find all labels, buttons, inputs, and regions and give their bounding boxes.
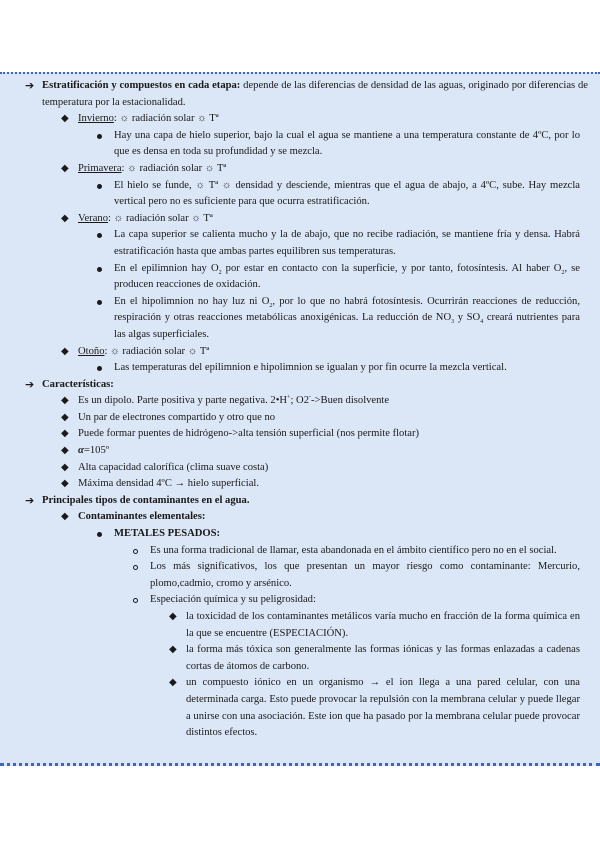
list-item-invierno	[0, 111, 600, 128]
list-item	[0, 410, 600, 427]
list-item	[0, 443, 600, 460]
list-item	[0, 261, 600, 294]
diamond-bullet-icon: ◆	[61, 212, 69, 224]
text-estratificacion: depende de las diferencias de densidad de las aguas, originado por diferencias de temperatura por la estacionalidad.	[42, 80, 588, 108]
section-estratificacion	[0, 78, 600, 111]
text-especiacion-1: la toxicidad de los contaminantes metálicos varía mucho en fracción de la forma química en la que se encuentre (ESPECIACIÓN).	[186, 611, 580, 639]
text-fragment: En el epilimnion hay O	[114, 262, 219, 274]
text-caract-2: Un par de electrones compartido y otro que no	[78, 411, 276, 423]
list-item	[0, 294, 600, 344]
dot-bullet-icon	[97, 366, 102, 371]
text-verano-b3	[114, 294, 580, 344]
text-fragment: =105º	[83, 445, 110, 457]
text-especiacion-3: un compuesto iónico en un organismo → el ion llega a una pared celular, con una determinada carga. Esto puede provocar la repulsión con la membrana celular y puede llegar a unirse con una asociación. Este ion que ha pasado por la membrana celular puede provocar distintos efectos.	[186, 677, 580, 739]
diamond-bullet-icon: ◆	[61, 162, 69, 174]
subscript: 3	[451, 319, 455, 326]
text-invierno-bullet: Hay una capa de hielo superior, bajo la cual el agua se mantiene a una temperatura constante de 4ºC, por lo que es densa en toda su profundidad y se mezcla.	[114, 129, 580, 158]
text-fragment: , se producen reacciones de oxidación.	[114, 262, 581, 291]
text-fragment: ; O2	[290, 395, 310, 407]
text-fragment: y SO	[454, 312, 481, 324]
section-contaminantes	[0, 493, 600, 510]
label-primavera: Primavera	[78, 162, 122, 174]
subscript: 2	[561, 269, 565, 276]
heading-metales-pesados: METALES PESADOS:	[114, 528, 221, 540]
superscript: -	[309, 394, 312, 401]
list-item	[0, 675, 600, 741]
circle-bullet-icon	[133, 549, 138, 554]
alpha-symbol: α	[78, 445, 84, 457]
text-fragment: En el hipolimnion no hay luz ni O	[114, 295, 270, 307]
arrow-bullet-icon: ➔	[25, 79, 35, 92]
arrow-bullet-icon: ➔	[25, 377, 35, 391]
text-especiacion-2: la forma más tóxica son generalmente las formas iónicas y las formas enlazadas a cadenas cortas de átomos de carbono.	[186, 644, 580, 672]
text-metales-2: Los más significativos, los que presentan un mayor riesgo como contaminante: Mercurio, plomo,cadmio, cromo y arsénico.	[150, 561, 580, 589]
label-invierno: Invierno	[78, 113, 114, 125]
subscript: 2	[218, 269, 222, 276]
diamond-bullet-icon: ◆	[61, 461, 69, 473]
text-otono: : ☼ radiación solar ☼ Tª	[104, 345, 210, 357]
diamond-bullet-icon: ◆	[169, 644, 177, 656]
text-primavera: : ☼ radiación solar ☼ Tª	[121, 162, 227, 174]
diamond-bullet-icon: ◆	[61, 511, 69, 523]
dot-bullet-icon	[97, 233, 102, 238]
text-fragment: por estar en contacto con la superficie, y por tanto, fotosíntesis. Al haber O	[221, 262, 562, 274]
diamond-bullet-icon: ◆	[61, 445, 69, 457]
list-item	[0, 559, 600, 592]
heading-contaminantes-elementales: Contaminantes elementales:	[78, 511, 206, 523]
list-item	[0, 460, 600, 477]
dot-bullet-icon	[97, 267, 102, 272]
list-item-verano	[0, 211, 600, 228]
superscript: +	[287, 394, 291, 401]
heading-estratificacion: Estratificación y compuestos en cada etapa:	[42, 80, 241, 91]
diamond-bullet-icon: ◆	[169, 611, 177, 622]
diamond-bullet-icon: ◆	[169, 677, 177, 689]
diamond-bullet-icon: ◆	[61, 478, 69, 490]
text-fragment: ->Buen disolvente	[311, 395, 390, 407]
text-caract-3: Puede formar puentes de hidrógeno->alta tensión superficial (nos permite flotar)	[78, 428, 420, 440]
text-caract-1	[78, 393, 580, 410]
text-fragment: creará nutrientes para las algas superficiales.	[114, 312, 580, 340]
list-item	[0, 476, 600, 493]
diamond-bullet-icon: ◆	[61, 428, 69, 440]
list-item	[0, 609, 600, 642]
diamond-bullet-icon: ◆	[61, 345, 69, 357]
text-primavera-bullet: El hielo se funde, ☼ Tª ☼ densidad y desciende, mientras que el agua de abajo, a 4ºC, sube. Hay mezcla vertical pero no es suficiente para que ocurra estratificación.	[114, 179, 580, 208]
label-verano: Verano	[78, 212, 109, 224]
diamond-bullet-icon: ◆	[61, 113, 69, 125]
text-metales-1: Es una forma tradicional de llamar, esta abandonada en el ámbito científico pero no en el social.	[150, 544, 557, 556]
label-otono: Otoño	[78, 345, 105, 357]
text-caract-4	[78, 443, 580, 460]
list-item	[0, 526, 600, 543]
text-fragment: Es un dipolo. Parte positiva y parte negativa. 2•H	[78, 395, 288, 407]
dot-bullet-icon	[97, 184, 102, 189]
text-caract-6: Máxima densidad 4ºC → hielo superficial.	[78, 478, 259, 490]
heading-caracteristicas: Características:	[42, 378, 114, 390]
diamond-bullet-icon: ◆	[61, 395, 69, 407]
text-fragment: , por lo que no habrá fotosíntesis. Ocurrirán reacciones de reducción, respiración y otras reacciones metabólicas anoxigénicas. La reducción de NO	[114, 295, 580, 324]
heading-contaminantes: Principales tipos de contaminantes en el agua.	[42, 494, 250, 506]
section-caracteristicas	[0, 377, 600, 394]
list-item	[0, 128, 600, 161]
text-verano: : ☼ radiación solar ☼ Tª	[108, 212, 213, 224]
list-item	[0, 592, 600, 609]
notes-content	[0, 78, 600, 742]
circle-bullet-icon	[133, 565, 138, 570]
dot-bullet-icon	[97, 300, 102, 305]
text-otono-bullet: Las temperaturas del epilimnion e hipolimnion se igualan y por fin ocurre la mezcla vertical.	[114, 362, 507, 374]
list-item	[0, 393, 600, 410]
text-metales-3: Especiación química y su peligrosidad:	[150, 594, 316, 606]
text-caract-5: Alta capacidad calorífica (clima suave costa)	[78, 461, 269, 473]
subscript: 2	[269, 302, 273, 309]
list-item-otono	[0, 344, 600, 361]
text-invierno: : ☼ radiación solar ☼ Tª	[113, 113, 219, 125]
list-item	[0, 642, 600, 675]
circle-bullet-icon	[133, 598, 138, 603]
dot-bullet-icon	[97, 134, 102, 139]
diamond-bullet-icon: ◆	[61, 411, 69, 423]
list-item-primavera	[0, 161, 600, 178]
dot-bullet-icon	[97, 532, 102, 537]
list-item	[0, 227, 600, 260]
text-verano-b1: La capa superior se calienta mucho y la de abajo, que no recibe radiación, se mantiene fría y densa. Habrá estratificación hasta que ambas partes equilibren sus temperaturas.	[114, 229, 580, 257]
subscript: 4	[480, 319, 484, 326]
list-item	[0, 426, 600, 443]
list-item	[0, 178, 600, 211]
arrow-bullet-icon: ➔	[25, 493, 35, 507]
list-item	[0, 509, 600, 526]
list-item	[0, 543, 600, 560]
list-item	[0, 360, 600, 377]
text-verano-b2	[114, 261, 580, 294]
